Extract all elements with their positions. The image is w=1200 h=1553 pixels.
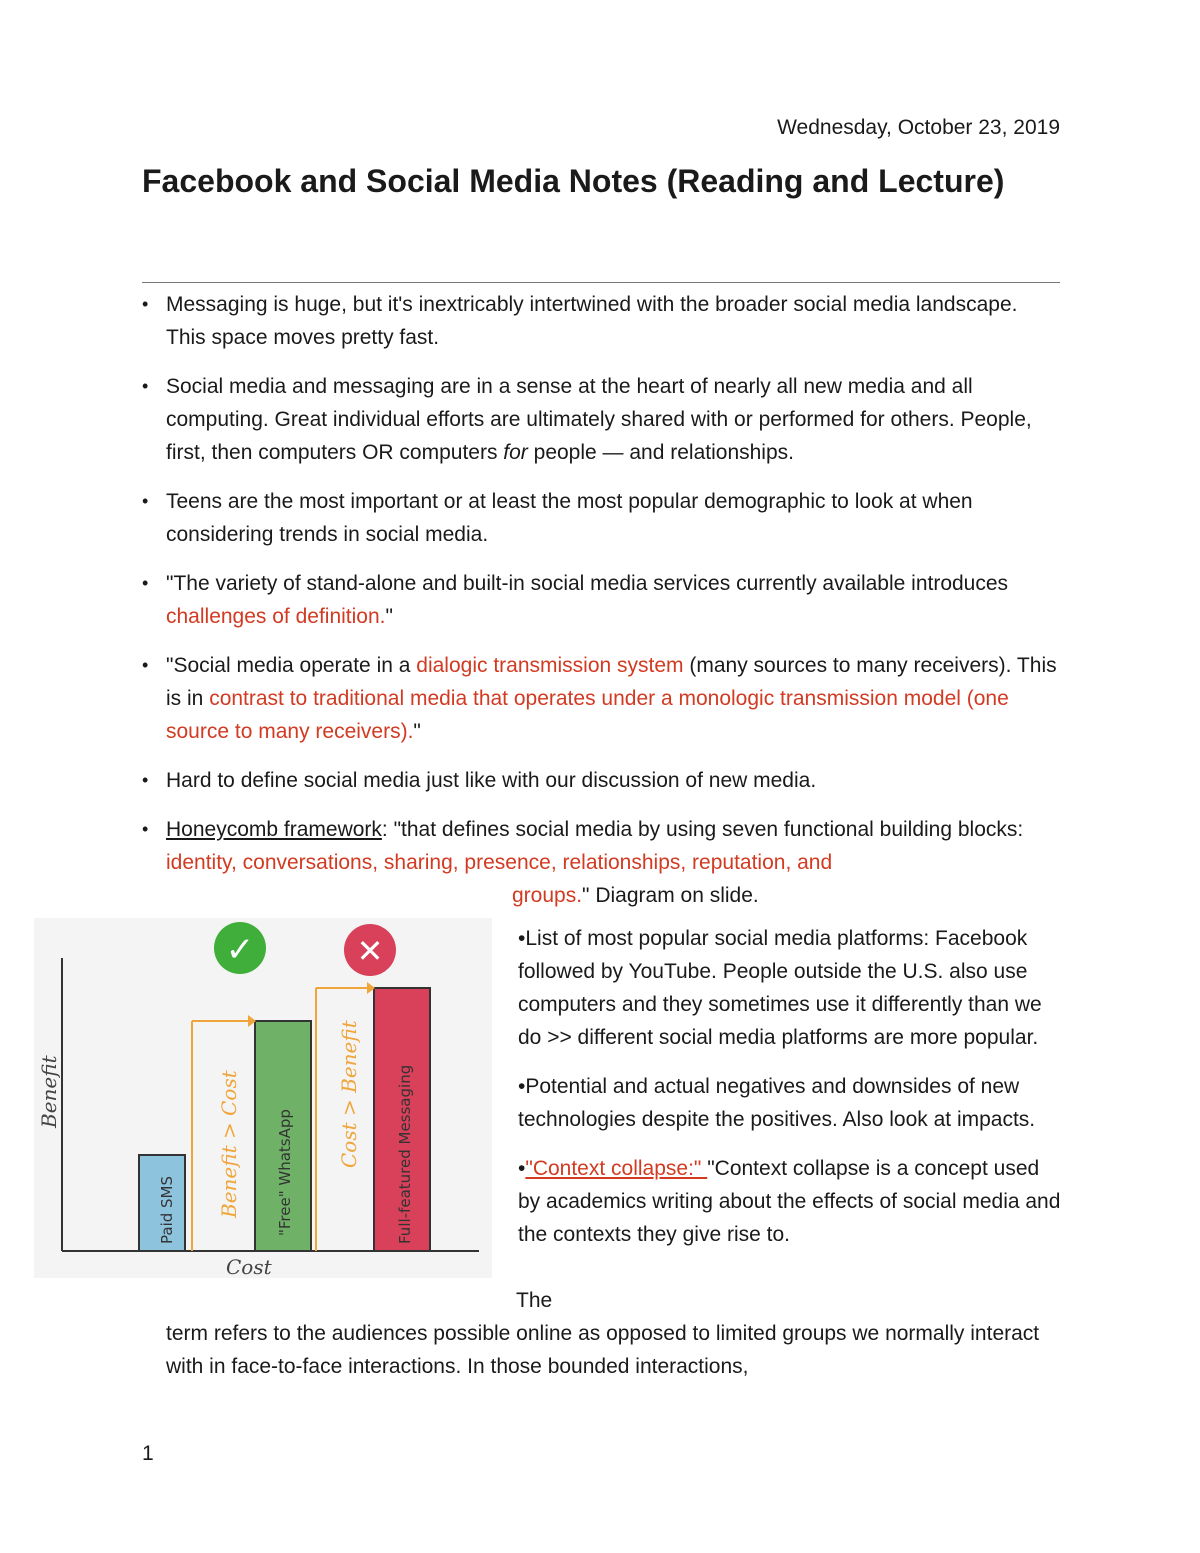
bullet-continuation: [166, 879, 1060, 912]
arrow-label: Cost > Benefit: [337, 1020, 361, 1168]
arrow-label: Benefit > Cost: [217, 1070, 241, 1218]
bullet-text: " Diagram on slide.: [582, 884, 759, 907]
cost-benefit-sketch: [34, 918, 492, 1278]
notes-list: [142, 288, 1060, 912]
list-item: [142, 370, 1060, 469]
bullet-text: : "that defines social media by using seven functional building blocks:: [381, 818, 1024, 841]
tail-text: term refers to the audiences possible online as opposed to limited groups we normally interact with in face-to-face interactions. In those bounded interactions,: [166, 1322, 1040, 1378]
bar-label: Full-featured Messaging: [396, 1064, 414, 1244]
highlight-text: challenges of definition.: [166, 605, 386, 628]
y-axis-label: Benefit: [37, 1055, 61, 1128]
list-item: [142, 485, 1060, 551]
list-item: [142, 649, 1060, 748]
bar-label: Paid SMS: [158, 1175, 176, 1244]
page-number: 1: [142, 1442, 154, 1465]
cross-icon: ✕: [356, 932, 384, 970]
bullet-text: "Social media operate in a: [166, 654, 417, 677]
highlight-text: contrast to traditional media that operates under a monologic transmission model (one source to many receivers).: [166, 687, 1009, 743]
bullet-text: ": [413, 720, 421, 743]
context-collapse-link[interactable]: "Context collapse:": [525, 1157, 708, 1180]
bullet-text: people — and relationships.: [527, 441, 794, 464]
bullet-text: Messaging is huge, but it's inextricably intertwined with the broader social media landscape. This space moves pretty fast.: [166, 293, 1018, 349]
bullet-text: "The variety of stand-alone and built-in social media services currently available introduces: [166, 572, 1009, 595]
bullet-text: Social media and messaging are in a sense at the heart of nearly all new media and all computing. Great individual efforts are ultimately shared with or performed for others. People, first, then computers OR computers: [166, 375, 1032, 464]
tail-first-line: The: [516, 1289, 553, 1312]
page-title: Facebook and Social Media Notes (Reading and Lecture): [142, 163, 1005, 199]
bullet-text: ": [385, 605, 393, 628]
list-item: [142, 813, 1060, 912]
side-paragraph: •Potential and actual negatives and downsides of new technologies despite the positives. Also look at impacts.: [518, 1075, 1036, 1131]
check-icon: ✓: [225, 930, 255, 970]
side-text: "Context collapse is a concept used by academics writing about the effects of social media and the contexts they give rise to.: [518, 1157, 1061, 1246]
side-paragraph: [518, 1152, 1063, 1251]
bullet-mark: •: [518, 1157, 526, 1180]
document-date: Wednesday, October 23, 2019: [777, 116, 1060, 139]
list-item: [142, 764, 1060, 797]
x-axis-label: Cost: [226, 1255, 272, 1278]
bar-label: "Free" WhatsApp: [276, 1109, 294, 1236]
honeycomb-link[interactable]: Honeycomb framework: [166, 818, 382, 841]
list-item: [142, 288, 1060, 354]
list-item: [142, 567, 1060, 633]
sketch-svg: [34, 918, 492, 1278]
highlight-text: dialogic transmission system: [416, 654, 684, 677]
highlight-text: groups.: [512, 884, 583, 907]
side-paragraph: •List of most popular social media platforms: Facebook followed by YouTube. People outside the U.S. also use computers and they sometimes use it differently than we do >> different social media platforms are more popular.: [518, 927, 1042, 1049]
highlight-text: identity, conversations, sharing, presence, relationships, reputation, and: [166, 851, 833, 874]
bullet-emphasis: for: [503, 441, 528, 464]
bullet-text: (many sources to many receivers). This is in: [166, 654, 1057, 710]
title-divider: [142, 282, 1060, 283]
continuation-paragraph: [166, 1284, 1066, 1383]
side-notes: [518, 922, 1063, 1267]
bullet-text: Teens are the most important or at least the most popular demographic to look at when considering trends in social media.: [166, 490, 973, 546]
bullet-text: Hard to define social media just like with our discussion of new media.: [166, 769, 817, 792]
